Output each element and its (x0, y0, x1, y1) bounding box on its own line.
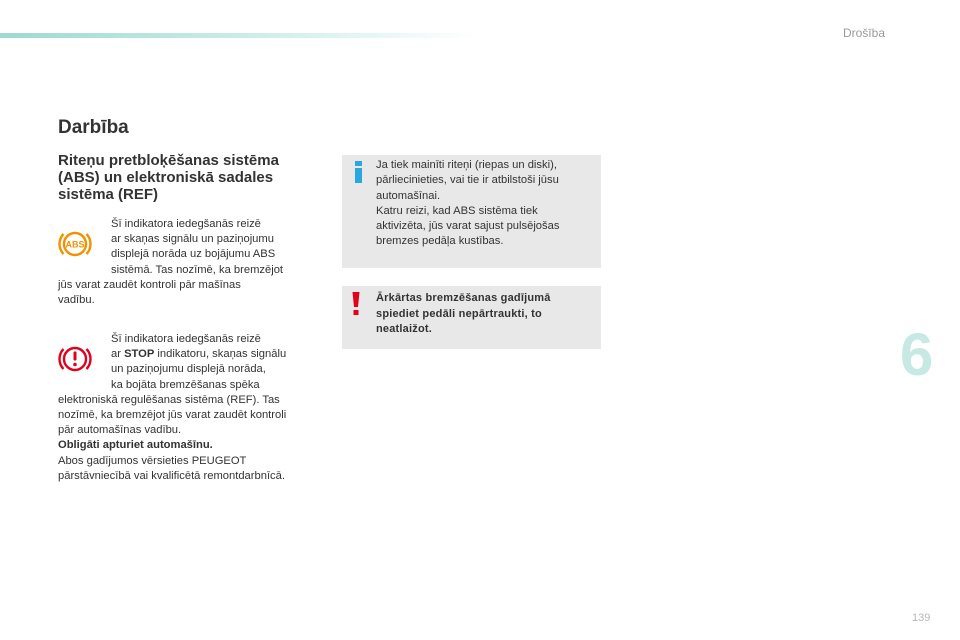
text-line: nozīmē, ka bremzējot jūs varat zaudēt kontroli (58, 409, 287, 422)
info-text (376, 158, 559, 250)
text-line: bremzes pedāļa kustības. (376, 235, 504, 248)
svg-text:ABS: ABS (65, 239, 85, 250)
text-line: displejā norāda uz bojājumu ABS (111, 248, 276, 261)
text-line: ar skaņas signālu un paziņojumu (111, 233, 274, 246)
text-line: pār automašīnas vadību. (58, 424, 182, 437)
alert-box (342, 286, 601, 349)
page-number: 139 (912, 612, 931, 624)
text-line: vadību. (58, 294, 95, 307)
text-fragment: indikatoru, skaņas signālu (154, 348, 287, 361)
text-line: pārliecinieties, vai tie ir atbilstoši jūsu (376, 174, 559, 187)
info-box (342, 155, 601, 268)
ref-description (58, 332, 286, 484)
abs-description (58, 217, 283, 308)
info-icon (352, 161, 366, 183)
text-fragment: ar (111, 348, 125, 361)
alert-text (376, 291, 551, 338)
text-line: automašīnai. (376, 189, 441, 202)
abs-ref-heading: Riteņu pretbloķēšanas sistēma (ABS) un elektroniskā sadales sistēma (REF) (58, 152, 279, 203)
chapter-number: 6 (900, 321, 934, 388)
text-line (58, 347, 286, 362)
text-line: Šī indikatora iedegšanās reizē (111, 333, 261, 345)
text-line: spiediet pedāli nepārtraukti, to (376, 307, 542, 320)
text-line: sistēmā. Tas nozīmē, ka bremzējot (111, 263, 284, 276)
text-line: jūs varat zaudēt kontroli pār mašīnas (58, 278, 241, 291)
text-line: aktivizēta, jūs varat sajust pulsējošas (376, 220, 560, 233)
text-line: un paziņojumu displejā norāda, (111, 363, 266, 376)
section-title: Drošība (842, 26, 885, 40)
stop-car-instruction: Obligāti apturiet automašīnu. (58, 439, 213, 452)
text-line: ka bojāta bremzēšanas spēka (111, 378, 260, 391)
exclamation-icon (351, 292, 361, 316)
text-line: Ja tiek mainīti riteņi (riepas un diski), (376, 159, 557, 171)
text-line: Šī indikatora iedegšanās reizē (111, 218, 261, 230)
text-line: neatlaižot. (376, 323, 432, 335)
text-line: Katru reizi, kad ABS sistēma tiek (376, 204, 538, 217)
page-title: Darbība (58, 117, 129, 138)
text-line: pārstāvniecībā vai kvalificētā remontdarbnīcā. (58, 469, 285, 482)
header-accent-bar (0, 33, 480, 38)
text-line: elektroniskā regulēšanas sistēma (REF). Tas (58, 393, 280, 406)
text-line: Ārkārtas bremzēšanas gadījumā (376, 292, 551, 304)
stop-label: STOP (124, 348, 155, 361)
text-line: Abos gadījumos vērsieties PEUGEOT (58, 454, 247, 467)
